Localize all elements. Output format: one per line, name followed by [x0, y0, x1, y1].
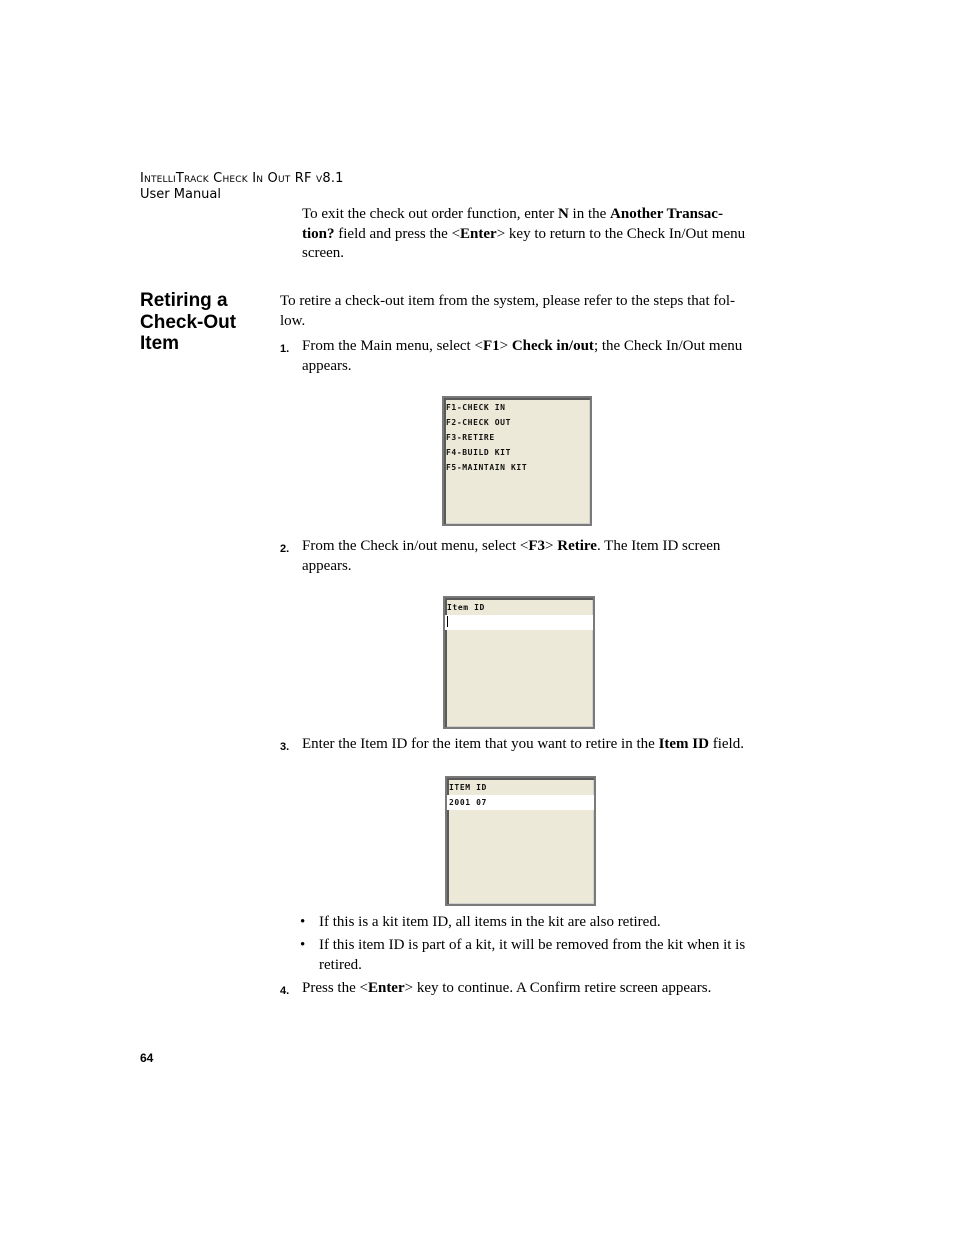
step-text: From the Check in/out menu, select < — [302, 538, 529, 554]
step-text: > — [545, 538, 558, 554]
step-number: 2. — [280, 543, 290, 555]
manual-subtitle: User Manual — [140, 187, 222, 202]
step-bold: F1 — [482, 338, 500, 354]
bullet-text: retired. — [319, 956, 362, 973]
section-heading — [140, 290, 270, 355]
item-id-label: ITEM ID — [449, 783, 487, 792]
item-id-screen-empty — [443, 596, 595, 729]
item-id-input[interactable]: 2001 07 — [447, 795, 594, 810]
step-1 — [280, 337, 760, 376]
step-2 — [280, 537, 760, 576]
menu-option-check-out[interactable]: F2-CHECK OUT — [446, 418, 511, 427]
heading-line: Item — [140, 333, 180, 354]
step-text: From the Main menu, select < — [302, 338, 483, 354]
intro-bold: tion? — [302, 225, 335, 242]
bullet-item — [300, 913, 760, 933]
heading-line: Retiring a — [140, 290, 228, 311]
step-text: ; the Check In/Out menu — [593, 338, 743, 354]
section-intro — [280, 292, 760, 331]
bullet-text: If this item ID is part of a kit, it will be removed from the kit when it is — [319, 937, 746, 953]
intro-text: To exit the check out order function, enter — [302, 206, 558, 222]
intro-bold: Another Transac- — [610, 206, 723, 222]
step-text: Enter the Item ID for the item that you want to retire in the — [302, 736, 659, 752]
step-text: appears. — [302, 357, 352, 374]
running-header — [140, 171, 344, 203]
section-intro-line: low. — [280, 312, 306, 329]
item-id-input[interactable] — [445, 615, 593, 630]
page-number: 64 — [140, 1051, 154, 1065]
text-cursor — [447, 616, 448, 627]
step-3 — [280, 735, 760, 755]
step-text: field. — [708, 736, 744, 752]
step-bold: F3 — [528, 538, 546, 554]
step-number: 4. — [280, 985, 290, 997]
heading-line: Check-Out — [140, 311, 237, 333]
bullet-symbol: • — [300, 914, 306, 930]
step-text: > key to continue. A Confirm retire screen appears. — [404, 980, 712, 996]
manual-title: IntelliTrack Check In Out RF v8.1 — [140, 171, 344, 186]
menu-option-retire[interactable]: F3-RETIRE — [446, 433, 495, 442]
item-id-label: Item ID — [447, 603, 485, 612]
step-4 — [280, 979, 760, 999]
step-text: > — [499, 338, 512, 354]
bullet-item — [300, 936, 760, 975]
step-text: Press the < — [302, 980, 368, 996]
step-bold: Item ID — [658, 736, 709, 752]
step-text: appears. — [302, 557, 352, 574]
intro-text: screen. — [302, 245, 345, 261]
menu-option-maintain-kit[interactable]: F5-MAINTAIN KIT — [446, 463, 528, 472]
step-text: . The Item ID screen — [596, 538, 721, 554]
item-id-screen-filled — [445, 776, 596, 906]
step-bold: Check in/out — [511, 338, 594, 354]
menu-option-check-in[interactable]: F1-CHECK IN — [446, 403, 506, 412]
intro-text: in the — [568, 206, 611, 222]
bullet-text: If this is a kit item ID, all items in the kit are also retired. — [319, 914, 661, 930]
step-number: 3. — [280, 741, 290, 753]
intro-text: > key to return to the Check In/Out menu — [496, 225, 746, 242]
bullet-symbol: • — [300, 937, 306, 953]
section-intro-line: To retire a check-out item from the system, please refer to the steps that fol- — [280, 293, 736, 309]
intro-paragraph — [302, 205, 762, 264]
step-bold: Enter — [367, 980, 405, 996]
intro-bold: Enter — [460, 225, 497, 242]
step-number: 1. — [280, 343, 290, 355]
menu-option-build-kit[interactable]: F4-BUILD KIT — [446, 448, 511, 457]
intro-bold: N — [557, 206, 569, 222]
check-in-out-menu-screen — [442, 396, 592, 526]
step-bold: Retire — [557, 538, 597, 554]
intro-text: field and press the < — [334, 225, 461, 242]
